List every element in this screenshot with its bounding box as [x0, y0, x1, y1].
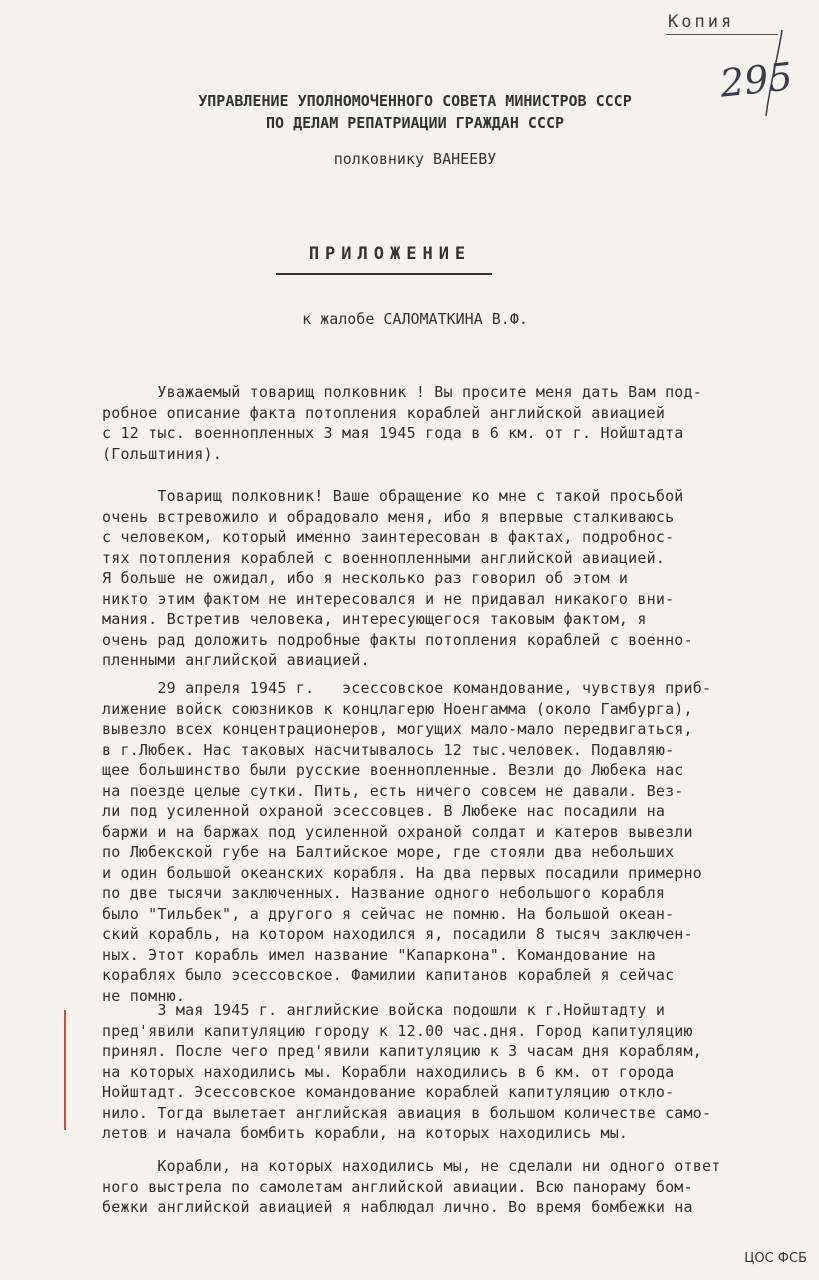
margin-mark: [64, 1010, 66, 1130]
paragraph-3: 29 апреля 1945 г. эсессовское командование, чувствуя приб- лижение войск союзников к концлагерю Ноенгамма (около Гамбурга), вывезло всех концентрационеров, могущих мало-мало передвигаться, в г.Любек. Нас таковых насчитывалось 12 тыс.человек. Подавляю- щее большинство были русские военнопленные. Везли до Любека нас на поезде целые сутки. Пить, есть ничего совсем не давали. Вез- ли под усиленной охраной эсессовцев. В Любеке нас посадили на баржи и на баржах под усиленной охраной солдат и катеров вывезли по Любекской губе на Балтийское море, где стояли два небольших и один большой океанских корабля. На два первых посадили примерно по две тысячи заключенных. Название одного небольшого корабля было "Тильбек", а другого я сейчас не помню. На большой океан- ский корабль, на котором находился я, посадили 8 тысяч заключен- ных. Этот корабль имел название "Капаркона". Командование на кораблях было эсессовское. Фамилии капитанов кораблей я сейчас не помню.: [102, 679, 712, 1005]
handwritten-stroke-icon: [760, 28, 790, 118]
header-line-2: ПО ДЕЛАМ РЕПАТРИАЦИИ ГРАЖДАН СССР: [265, 114, 564, 132]
header-line-1: УПРАВЛЕНИЕ УПОЛНОМОЧЕННОГО СОВЕТА МИНИСТРОВ СССР: [198, 92, 632, 110]
paragraph-4: 3 мая 1945 г. английские войска подошли к г.Нойштадту и пред'явили капитуляцию городу к 12.00 час.дня. Город капитуляцию принял. После чего пред'явили капитуляцию к 3 часам дня кораблям, на которых находились мы. Корабли находились в 6 км. от города Нойштадт. Эсессовское командование кораблей капитуляцию откло- нило. Тогда вылетает английская авиация в большом количестве само- летов и начала бомбить корабли, на которых находились мы.: [102, 1001, 712, 1142]
handwritten-page-number: 295: [717, 54, 795, 106]
addressee: полковнику ВАНЕЕВУ: [333, 150, 497, 168]
title-underline: [276, 273, 492, 275]
paragraph-1: Уважаемый товарищ полковник ! Вы просите меня дать Вам под- робное описание факта потопления кораблей английской авиацией с 12 тыс. военнопленных 3 мая 1945 года в 6 км. от г. Нойштадта (Гольштиния).: [102, 383, 702, 463]
watermark: ЦОС ФСБ: [744, 1251, 807, 1266]
document-header: [100, 90, 730, 134]
paragraph-5: Корабли, на которых находились мы, не сделали ни одного ответ ного выстрела по самолетам английской авиации. Всю панораму бом- бежки английской авиацией я наблюдал лично. Во время бомбежки на: [102, 1157, 721, 1216]
document-subtitle: к жалобе САЛОМАТКИНА В.Ф.: [302, 310, 528, 328]
copy-stamp: Копия: [668, 12, 735, 32]
document-title: ПРИЛОЖЕНИЕ: [308, 244, 472, 264]
paragraph-2: Товарищ полковник! Ваше обращение ко мне с такой просьбой очень встревожило и обрадовало меня, ибо я впервые сталкиваюсь с человеком, который именно заинтересован в фактах, подробнос- тях потопления кораблей с военнопленными английской авиацией. Я больше не ожидал, ибо я несколько раз говорил об этом и никто этим фактом не интересовался и не придавал никакого вни- мания. Встретив человека, интересующегося таковым фактом, я очень рад доложить подробные факты потопления кораблей с военно- пленными английской авиацией.: [102, 487, 693, 669]
